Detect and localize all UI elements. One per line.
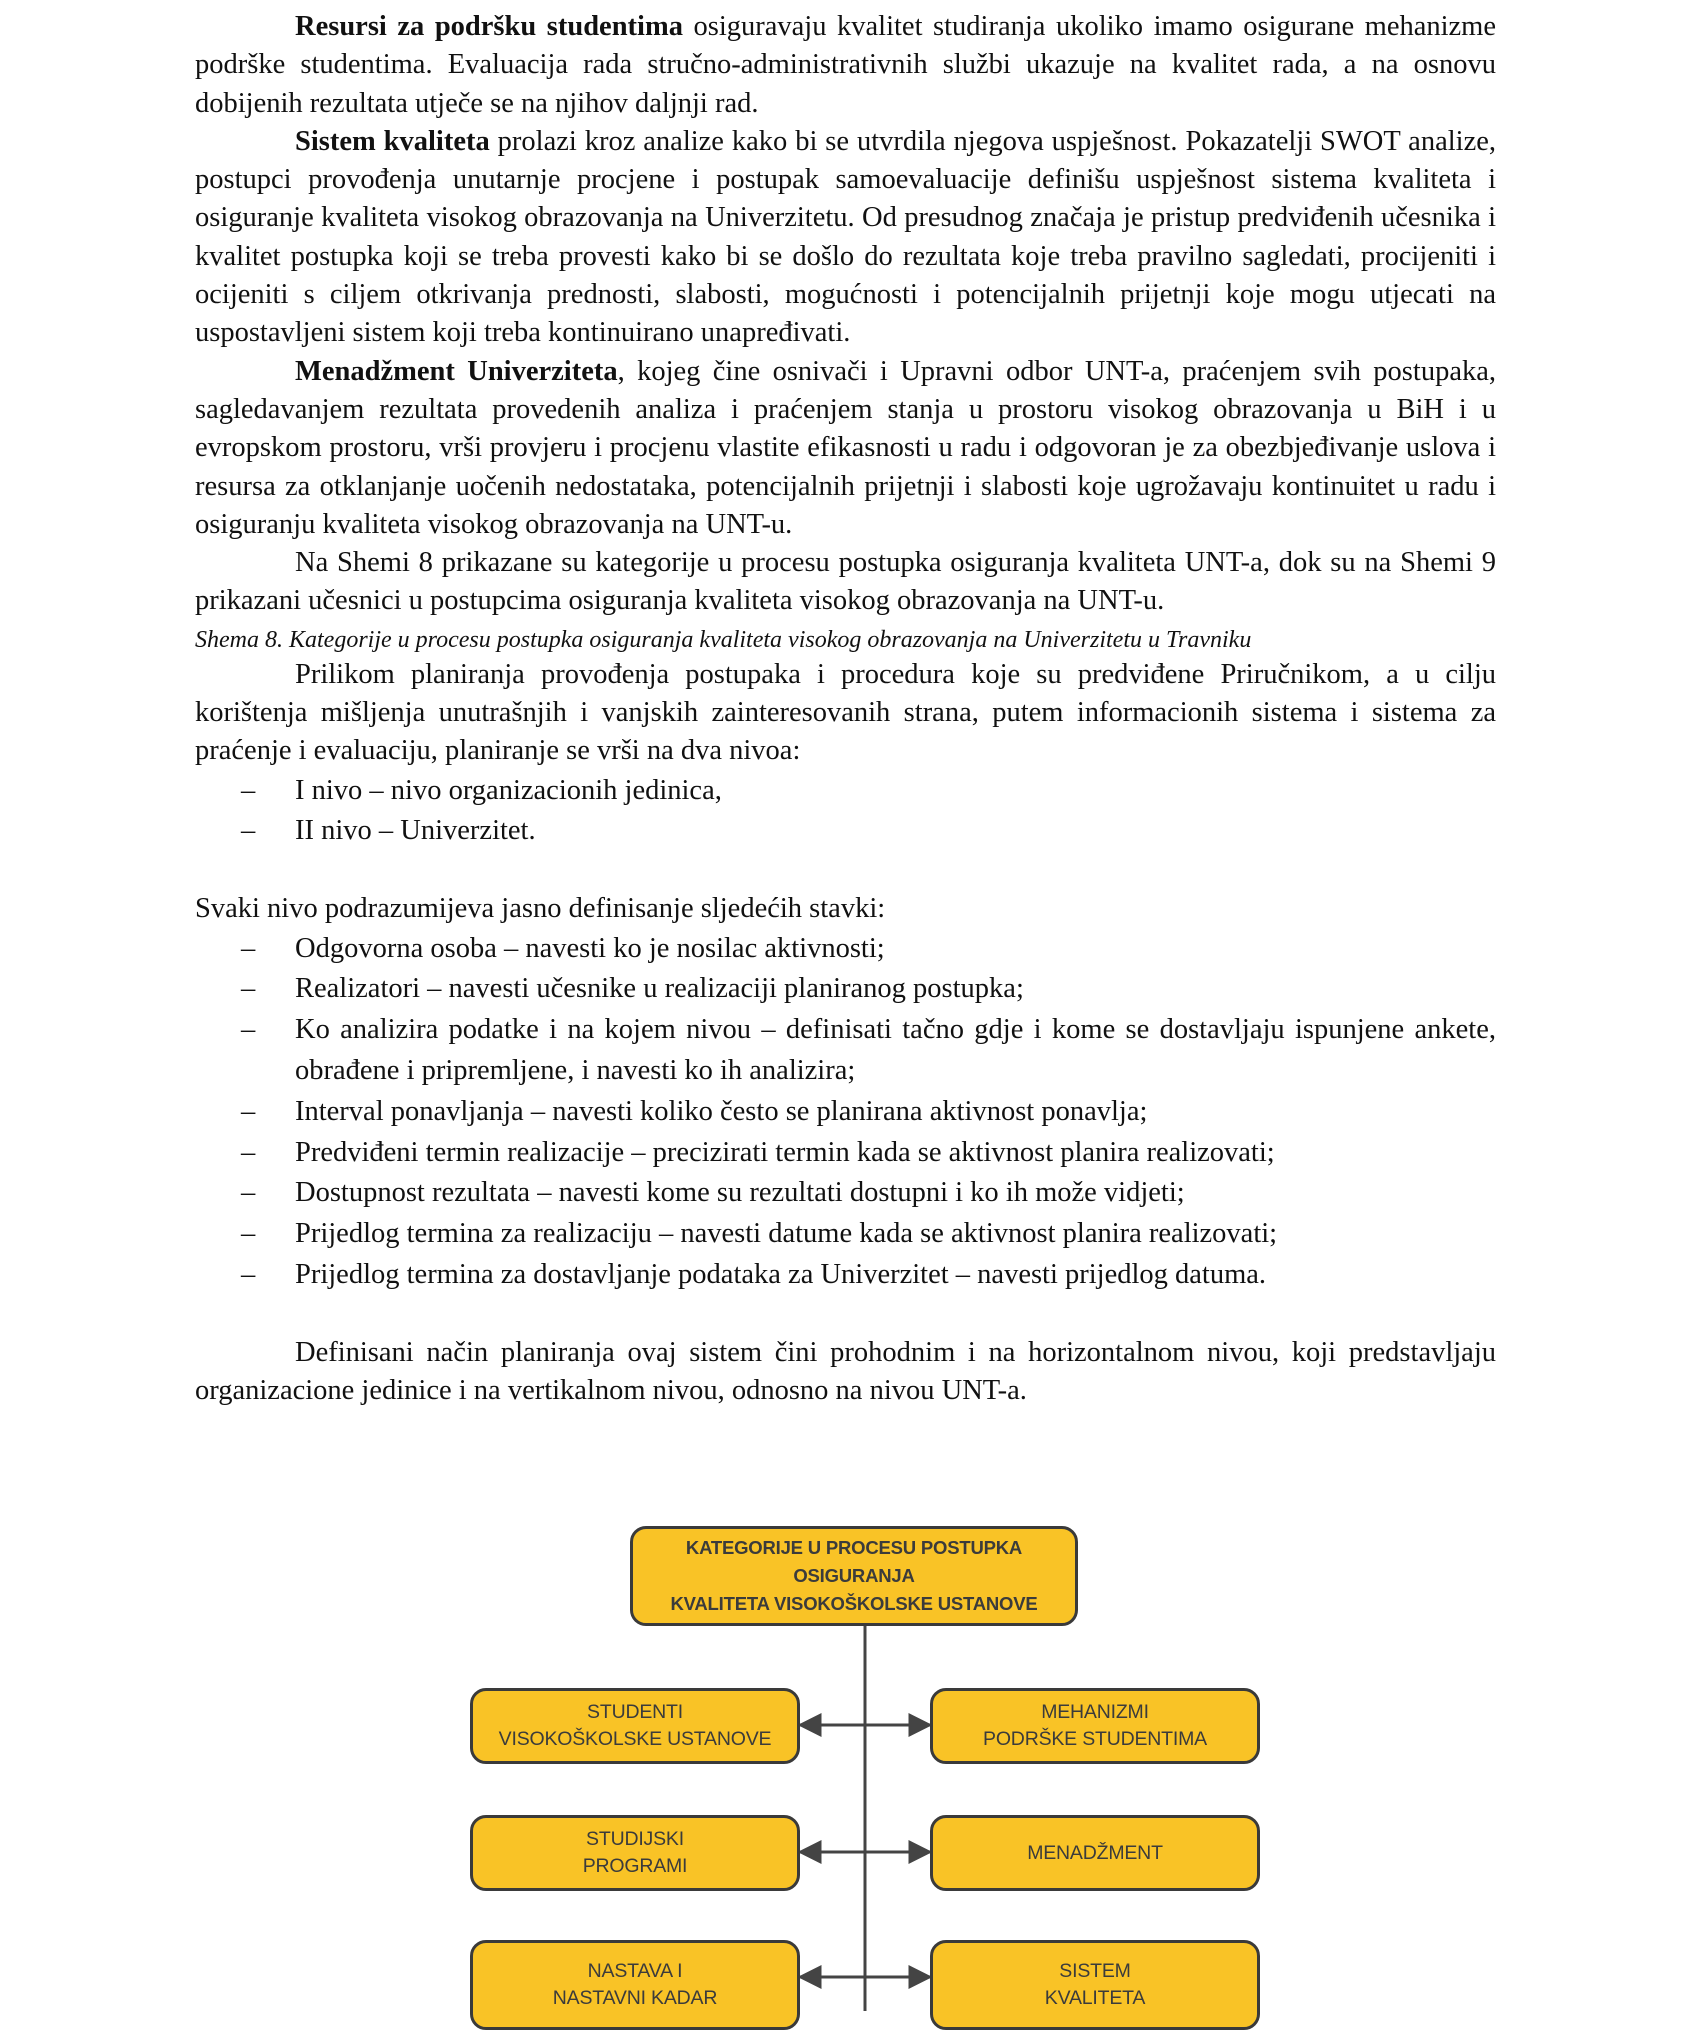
list-item: – Prijedlog termina za realizaciju – navesti datume kada se aktivnost planira realizovati; — [295, 1214, 1496, 1255]
items-list — [195, 929, 1496, 1296]
levels-list — [195, 771, 1496, 853]
paragraph-schemes: Na Shemi 8 prikazane su kategorije u procesu postupka osiguranja kvaliteta UNT-a, dok su na Shemi 9 prikazani učesnici u postupcima osiguranja kvaliteta visokog obrazovanja na UNT-u. — [195, 547, 1496, 617]
list-item: – Realizatori – navesti učesnike u realizaciji planiranog postupka; — [295, 969, 1496, 1010]
diagram-box-study-programs: STUDIJSKI PROGRAMI — [470, 1815, 800, 1891]
term-student-resources: Resursi za podršku studentima — [295, 11, 683, 42]
paragraph-each-level: Svaki nivo podrazumijeva jasno definisanje sljedećih stavki: — [195, 893, 886, 925]
list-item: – Odgovorna osoba – navesti ko je nosilac aktivnosti; — [295, 929, 1496, 970]
paragraph-conclusion: Definisani način planiranja ovaj sistem čini prohodnim i na horizontalnom nivou, koji predstavljaju organizacione jedinice i na vertikalnom nivou, odnosno na nivou UNT-a. — [195, 1336, 1496, 1406]
list-item: – Prijedlog termina za dostavljanje podataka za Univerzitet – navesti prijedlog datuma. — [295, 1255, 1496, 1296]
term-quality-system: Sistem kvaliteta — [295, 125, 490, 157]
list-item: – Ko analizira podatke i na kojem nivou – definisati tačno gdje i kome se dostavljaju ispunjene ankete, obrađene i pripremljene, i navesti ko ih analizira; — [295, 1010, 1496, 1092]
list-item: – II nivo – Univerzitet. — [295, 811, 1496, 852]
diagram-box-support-mechanisms: MEHANIZMI PODRŠKE STUDENTIMA — [930, 1688, 1260, 1764]
list-item: – I nivo – nivo organizacionih jedinica, — [295, 771, 1496, 812]
diagram-box-management: MENADŽMENT — [930, 1815, 1260, 1891]
categories-diagram — [470, 1522, 1260, 2011]
figure-caption: Shema 8. Kategorije u procesu postupka osiguranja kvaliteta visokog obrazovanja na Univerzitetu u Travniku — [195, 626, 1252, 653]
paragraph-text: , kojeg čine osnivači i Upravni odbor UNT-a, praćenjem svih postupaka, sagledavanjem rezultata provedenih analiza i praćenjem stanja u prostoru visokog obrazovanja u BiH i u evropskom prostoru, vrši provjeru i procjenu vlastite efikasnosti u radu i odgovoran je za obezbjeđivanje uslova i resursa za otklanjanje uočenih nedostataka, potencijalnih prijetnji i slabosti koje ugrožavaju kontinuitet u radu i osiguranju kvaliteta visokog obrazovanja na UNT-u. — [195, 355, 1496, 540]
list-item: – Predviđeni termin realizacije – precizirati termin kada se aktivnost planira realizovati; — [295, 1133, 1496, 1174]
diagram-box-quality-system: SISTEM KVALITETA — [930, 1940, 1260, 2030]
paragraph-text: osiguravaju kvalitet studiranja ukoliko imamo osigurane mehanizme podrške studentima. Evaluacija rada stručno-administrativnih službi ukazuje na kvalitet rada, a na osnovu dobijenih rezultata utječe se na njihov daljnji rad. — [195, 11, 1496, 119]
paragraph-text: prolazi kroz analize kako bi se utvrdila njegova uspješnost. Pokazatelji SWOT analize, postupci provođenja unutarnje procjene i postupak samoevaluacije definišu uspješnost sistema kvaliteta i osiguranje kvaliteta visokog obrazovanja na Univerzitetu. Od presudnog značaja je pristup predviđenih učesnika i kvalitet postupka koji se treba provesti kako bi se došlo do rezultata koje treba pravilno sagledati, procijeniti i ocijeniti s ciljem otkrivanja prednosti, slabosti, mogućnosti i potencijalnih prijetnji koje mogu utjecati na uspostavljeni sistem koji treba kontinuirano unapređivati. — [195, 125, 1496, 349]
diagram-box-students: STUDENTI VISOKOŠKOLSKE USTANOVE — [470, 1688, 800, 1764]
diagram-box-teaching: NASTAVA I NASTAVNI KADAR — [470, 1940, 800, 2030]
paragraph-student-resources — [195, 8, 1496, 123]
list-item: – Dostupnost rezultata – navesti kome su rezultati dostupni i ko ih može vidjeti; — [295, 1173, 1496, 1214]
paragraph-planning: Prilikom planiranja provođenja postupaka i procedura koje su predviđene Priručnikom, a u cilju korištenja mišljenja unutrašnjih i vanjskih zainteresovanih strana, putem informacionih sistema i sistema za praćenje i evaluaciju, planiranje se vrši na dva nivoa: — [195, 658, 1496, 767]
term-university-management: Menadžment Univerziteta — [295, 355, 618, 387]
list-item: – Interval ponavljanja – navesti koliko često se planirana aktivnost ponavlja; — [295, 1092, 1496, 1133]
paragraph-university-management — [195, 353, 1496, 544]
diagram-box-root: KATEGORIJE U PROCESU POSTUPKA OSIGURANJA KVALITETA VISOKOŠKOLSKE USTANOVE — [630, 1526, 1078, 1626]
paragraph-quality-system — [195, 123, 1496, 353]
